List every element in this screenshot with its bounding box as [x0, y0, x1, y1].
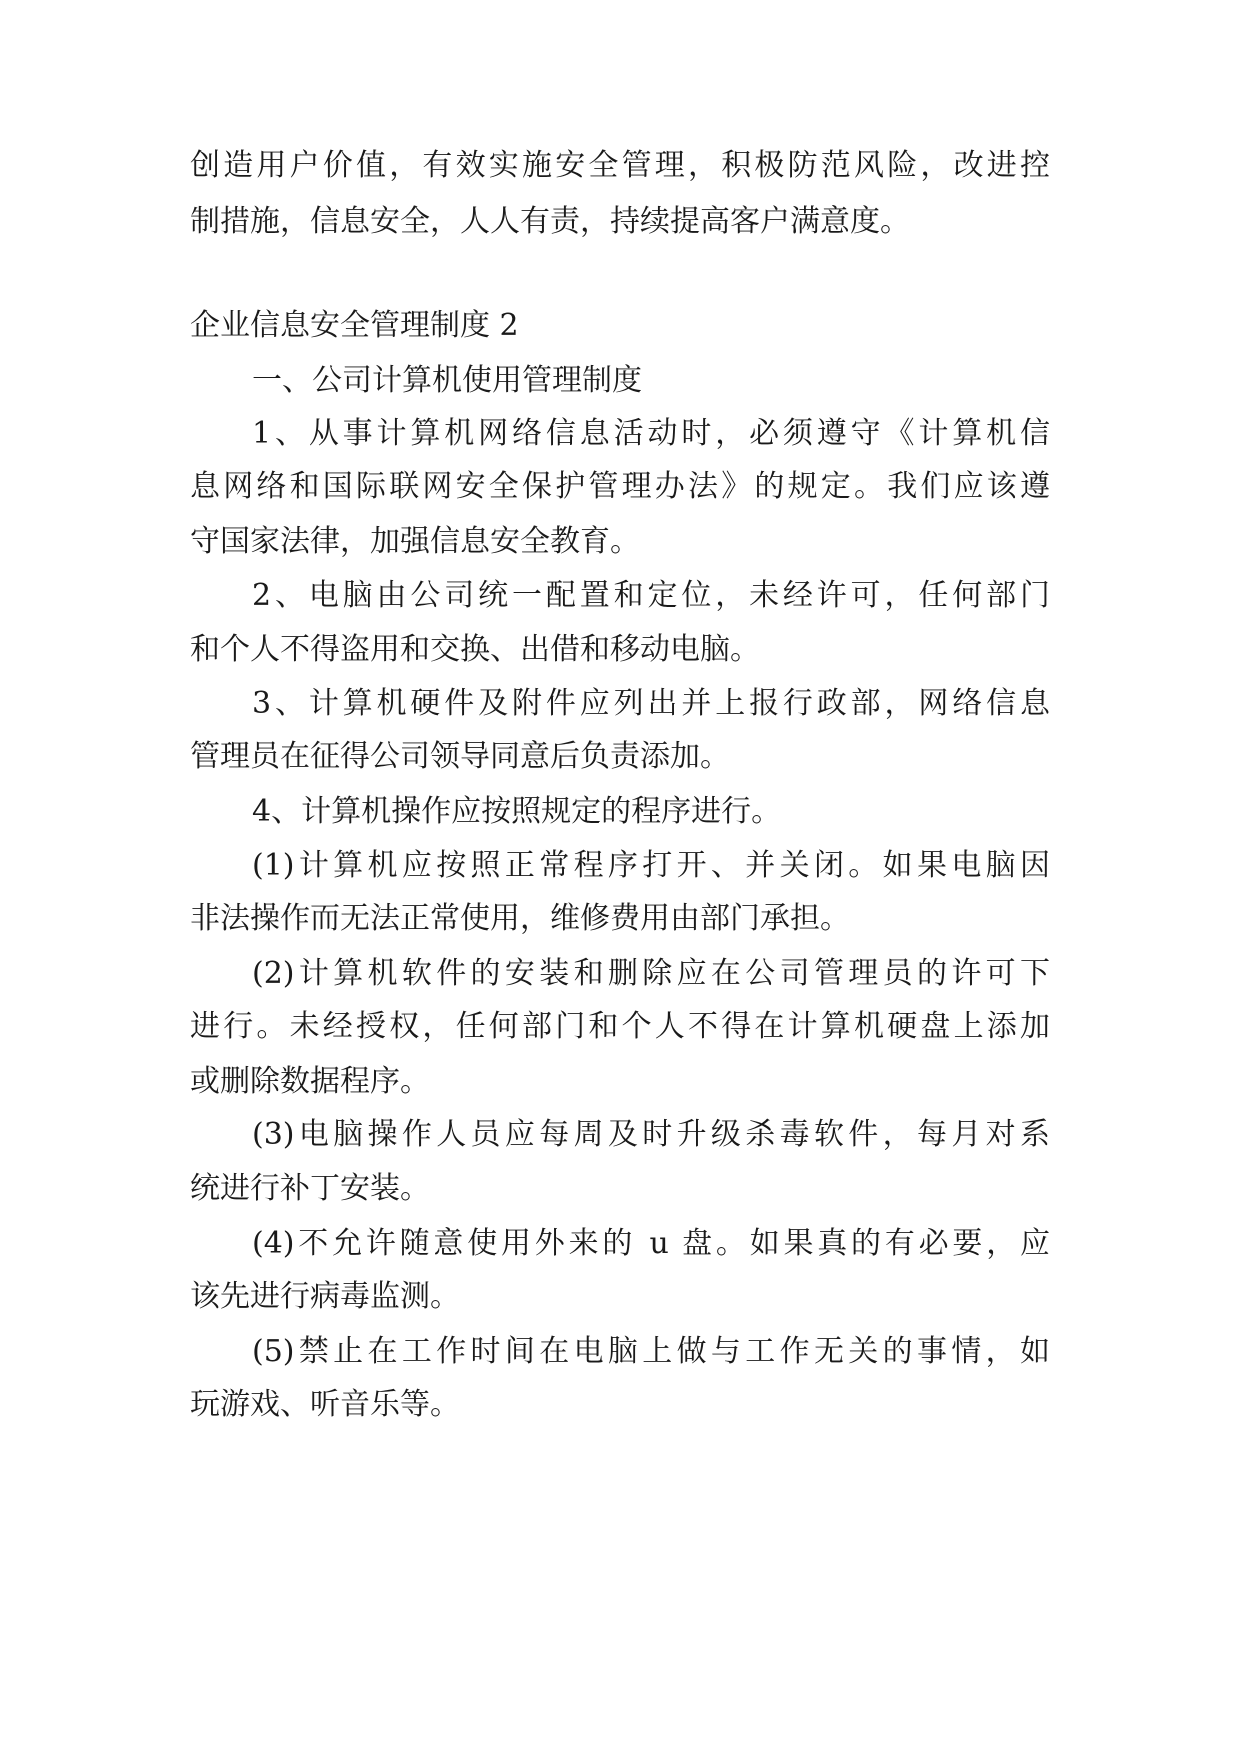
document-title: 企业信息安全管理制度 2: [190, 308, 519, 343]
item-8-line-1: (4)不允许随意使用外来的 u 盘。如果真的有必要，应: [252, 1226, 1050, 1261]
intro-line-2: 制措施，信息安全，人人有责，持续提高客户满意度。: [190, 204, 910, 239]
item-8-line-2: 该先进行病毒监测。: [190, 1279, 460, 1314]
item-4-line-1: 4、计算机操作应按照规定的程序进行。: [252, 794, 782, 829]
item-3-line-2: 管理员在征得公司领导同意后负责添加。: [190, 739, 730, 774]
item-6-line-3: 或删除数据程序。: [190, 1064, 430, 1099]
item-6-line-2: 进行。未经授权，任何部门和个人不得在计算机硬盘上添加: [190, 1009, 1050, 1044]
item-2-line-1: 2、电脑由公司统一配置和定位，未经许可，任何部门: [252, 578, 1050, 613]
intro-line-1: 创造用户价值，有效实施安全管理，积极防范风险，改进控: [190, 148, 1050, 183]
section-heading: 一、公司计算机使用管理制度: [252, 363, 642, 398]
item-7-line-1: (3)电脑操作人员应每周及时升级杀毒软件，每月对系: [252, 1117, 1050, 1152]
item-2-line-2: 和个人不得盗用和交换、出借和移动电脑。: [190, 632, 760, 667]
item-5-line-1: (1)计算机应按照正常程序打开、并关闭。如果电脑因: [252, 848, 1050, 883]
item-6-line-1: (2)计算机软件的安装和删除应在公司管理员的许可下: [252, 956, 1050, 991]
item-9-line-2: 玩游戏、听音乐等。: [190, 1387, 460, 1422]
item-1-line-3: 守国家法律，加强信息安全教育。: [190, 524, 640, 559]
item-1-line-1: 1、从事计算机网络信息活动时，必须遵守《计算机信: [252, 416, 1050, 451]
item-5-line-2: 非法操作而无法正常使用，维修费用由部门承担。: [190, 901, 850, 936]
item-1-line-2: 息网络和国际联网安全保护管理办法》的规定。我们应该遵: [190, 469, 1050, 504]
item-7-line-2: 统进行补丁安装。: [190, 1171, 430, 1206]
item-3-line-1: 3、计算机硬件及附件应列出并上报行政部，网络信息: [252, 686, 1050, 721]
item-9-line-1: (5)禁止在工作时间在电脑上做与工作无关的事情，如: [252, 1334, 1050, 1369]
